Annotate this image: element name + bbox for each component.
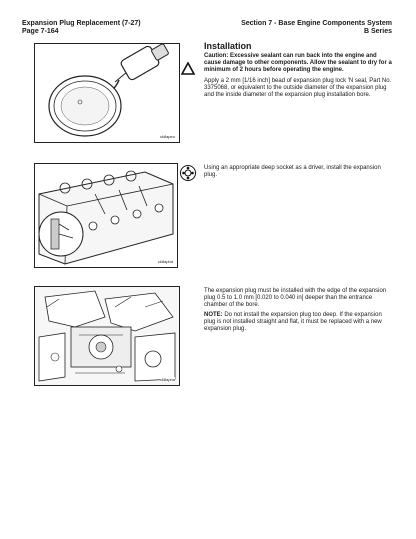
figure-engine-block: [34, 163, 178, 268]
note-label: NOTE:: [204, 312, 223, 318]
caution-label: Caution:: [204, 53, 229, 59]
figure-sealant-application: [34, 43, 180, 143]
header-chapter-title: Expansion Plug Replacement (7-27): [22, 20, 141, 27]
driver-instructions: Using an appropriate deep socket as a driver, install the expansion plug.: [204, 165, 381, 178]
figure-id: ck8apeo: [159, 134, 175, 139]
page-header-right: [241, 20, 392, 36]
page-header-left: [22, 20, 141, 36]
warning-triangle-icon: [181, 62, 195, 80]
section-title: Installation: [204, 41, 252, 51]
sealant-instructions: Apply a 2 mm [1/16 inch] bead of expansion plug lock 'N seal, Part No. 3375068, or equivalent to the outside diameter of the expansion plug and the inside diameter of the expansion plug installation bore.: [204, 78, 392, 98]
note-paragraph: [204, 312, 392, 333]
installation-depth-text: The expansion plug must be installed with the edge of the expansion plug 0.5 to 1.0 mm [0.020 to 0.040 in] deeper than the entrance chamber of the bore.: [204, 288, 387, 308]
caution-paragraph: [204, 53, 392, 74]
figure-engine-cutaway: [34, 286, 180, 386]
caution-text: Excessive sealant can run back into the engine and cause damage to other components. Allow the sealant to dry for a minimum of 2 hours before operating the engine.: [204, 53, 392, 73]
header-page-number: Page 7-164: [22, 28, 59, 35]
socket-tool-icon: [179, 164, 197, 187]
note-text: Do not install the expansion plug too deep. If the expansion plug is not installed straight and flat, it must be replaced with a new expansion plug.: [204, 312, 382, 332]
figure-id: ck8apha: [159, 377, 175, 382]
engine-block-illustration: [35, 164, 177, 267]
figure-id: ck8aphd: [157, 259, 173, 264]
section1-text: [204, 53, 392, 99]
header-section-title: Section 7 - Base Engine Components System: [241, 20, 392, 27]
section2-text: [204, 165, 392, 179]
header-series: B Series: [363, 28, 392, 35]
engine-cutaway-illustration: [35, 287, 179, 385]
sealant-application-illustration: [35, 44, 179, 142]
section3-text: [204, 288, 392, 333]
